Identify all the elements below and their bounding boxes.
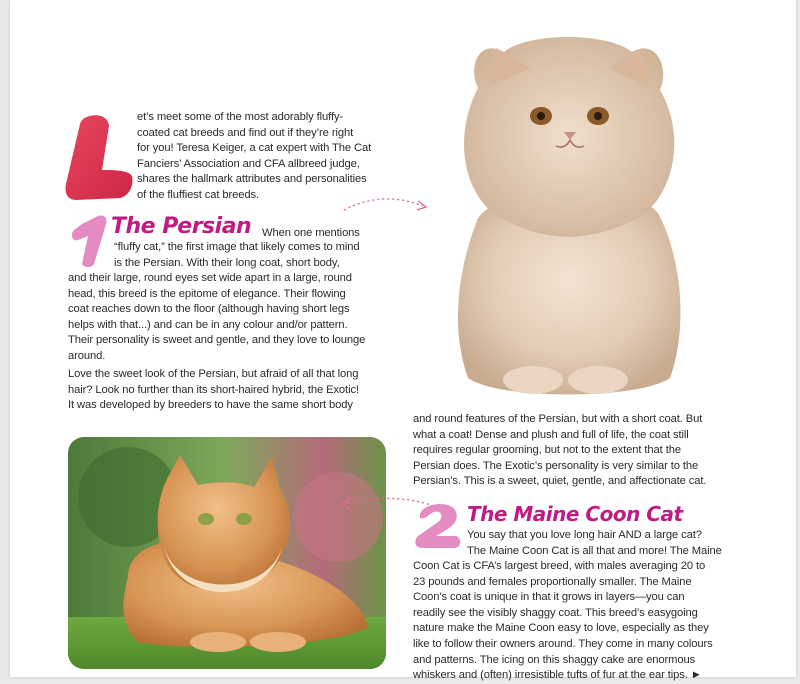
exotic-paragraph xyxy=(68,367,359,414)
persian-line: “fluffy cat,” the first image that likely comes to mind xyxy=(114,241,360,253)
exotic-line: hair? Look no further than its short-haired hybrid, the Exotic! xyxy=(68,383,359,396)
intro-line: shares the hallmark attributes and personalities xyxy=(137,173,367,186)
intro-line: of the fluffiest cat breeds. xyxy=(137,188,259,201)
intro-paragraph xyxy=(137,110,371,204)
intro-line: for you! Teresa Keiger, a cat expert with The Cat xyxy=(137,142,372,155)
maine-coon-line: Coon’s coat is unique in that it grows in layers—you can xyxy=(413,591,685,604)
persian-paragraph xyxy=(68,271,365,365)
maine-coon-paragraph xyxy=(413,559,713,684)
arrow-to-persian-photo xyxy=(340,192,430,218)
exotic-line: It was developed by breeders to have the same short body xyxy=(68,399,353,412)
intro-line: et’s meet some of the most adorably fluffy- xyxy=(137,111,344,123)
persian-line: Their personality is sweet and gentle, and they love to lounge xyxy=(68,334,366,347)
maine-coon-line: You say that you love long hair AND a large cat? xyxy=(467,529,702,541)
persian-line: head, this breed is the epitome of elegance. Their flowing xyxy=(68,287,346,300)
maine-coon-line: like to follow their owners around. They come in many colours xyxy=(413,637,713,650)
maine-coon-line: The Maine Coon Cat is all that and more! The Maine xyxy=(467,544,722,557)
exotic-line: requires regular grooming, but not to the extent that the xyxy=(413,444,681,457)
persian-paragraph-indented xyxy=(114,240,359,271)
intro-line: coated cat breeds and find out if they’re right xyxy=(137,126,354,139)
persian-heading: The Persian xyxy=(111,214,252,239)
exotic-line: Persian’s. This is a sweet, quiet, gentle, and affectionate cat. xyxy=(413,475,707,488)
persian-line: is the Persian. With their long coat, short body, xyxy=(114,256,340,269)
exotic-line: what a coat! Dense and plush and full of life, the coat still xyxy=(413,428,689,441)
maine-coon-line: and patterns. The icing on this shaggy cake are enormous xyxy=(413,653,696,666)
dropcap-letter-l xyxy=(62,112,136,202)
persian-line: and their large, round eyes set wide apart in a large, round xyxy=(68,272,352,284)
maine-coon-line: whiskers and (often) irresistible tufts of fur at the ear tips. ► xyxy=(413,669,702,682)
maine-coon-line: Coon Cat is CFA’s largest breed, with males averaging 20 to xyxy=(413,560,706,572)
persian-line: around. xyxy=(68,349,106,362)
exotic-line: and round features of the Persian, but with a short coat. But xyxy=(413,413,703,425)
magazine-page xyxy=(10,0,796,682)
maine-coon-line: 23 pounds and females proportionally smaller. The Maine xyxy=(413,575,692,588)
intro-line: Fanciers’ Association and CFA allbreed judge, xyxy=(137,157,360,170)
exotic-line: Love the sweet look of the Persian, but afraid of all that long xyxy=(68,368,359,380)
exotic-paragraph-continued xyxy=(413,412,706,490)
maine-coon-line: readily see the visibly shaggy coat. This breed’s easygoing xyxy=(413,606,698,619)
section-number-2 xyxy=(412,500,464,550)
maine-coon-heading: The Maine Coon Cat xyxy=(467,502,683,526)
persian-cat-photo xyxy=(438,28,700,398)
section-number-1 xyxy=(64,214,112,268)
persian-line: coat reaches down to the floor (although having short legs xyxy=(68,303,350,316)
maine-coon-line: nature make the Maine Coon easy to love, especially as they xyxy=(413,622,709,635)
exotic-line: Persian does. The Exotic’s personality is very similar to the xyxy=(413,459,699,472)
maine-coon-paragraph-indented xyxy=(467,528,722,559)
maine-coon-cat-photo xyxy=(68,437,386,669)
persian-line: When one mentions xyxy=(262,227,360,239)
persian-line: helps with that...) and can be in any colour and/or pattern. xyxy=(68,318,348,331)
